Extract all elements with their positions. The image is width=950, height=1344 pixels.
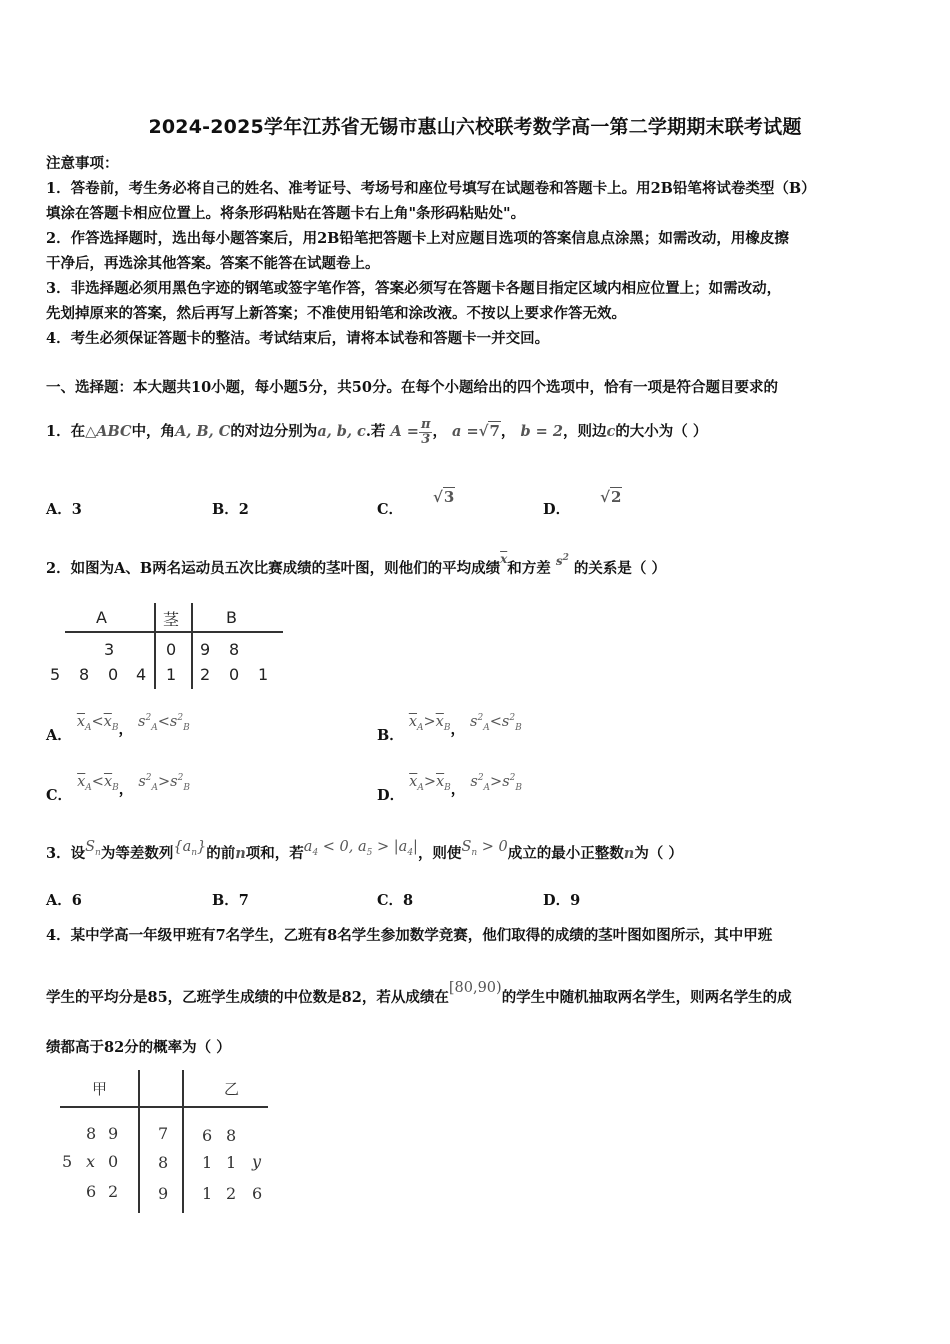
q1-option-c[interactable]: C．√3: [377, 488, 455, 518]
variance-compare: $s^2_A>s^2_B$: [470, 773, 523, 793]
page-title: 2024-2025学年江苏省无锡市惠山六校联考数学高一第二学期期末联考试题: [148, 116, 802, 138]
q2-option-a[interactable]: A． $\overline{x}_A<\overline{x}_B$， $s^2_A<s^2_B$: [46, 713, 190, 744]
leaf-a: 5: [50, 665, 61, 684]
leaf-left: 5: [62, 1152, 73, 1171]
leaf-a: 8: [79, 665, 90, 684]
triangle-symbol: △ABC: [85, 423, 132, 441]
leaf-b: 8: [229, 640, 240, 659]
table-left-rule: [138, 1070, 140, 1213]
leaf-b: 9: [200, 640, 211, 659]
leaf-left: 9: [108, 1124, 119, 1143]
q3-option-d[interactable]: D．9: [543, 892, 581, 909]
table-header-rule: [60, 1106, 268, 1108]
q1-text: 1．在: [46, 423, 86, 441]
notice-line: 干净后，再选涂其他答案。答案不能答在试题卷上。: [46, 255, 380, 272]
q1-text: 的对边分别为: [230, 423, 318, 441]
leaf-right-unknown: y: [252, 1152, 262, 1171]
mean-compare: $\overline{x}_A>\overline{x}_B$: [408, 714, 451, 733]
notice-line: 填涂在答题卡相应位置上。将条形码粘贴在答题卡右上角"条形码粘贴处"。: [46, 205, 526, 222]
leaf-left: 2: [108, 1182, 119, 1201]
q1-option-a[interactable]: A．3: [46, 501, 82, 518]
notice-line: 2．作答选择题时，选出每小题答案后，用2B铅笔把答题卡上对应题目选项的答案信息点涂黑；如需改动，用橡皮擦: [46, 230, 789, 247]
sqrt-7: √7: [478, 422, 500, 441]
notice-line: 先划掉原来的答案，然后再写上新答案；不准使用铅笔和涂改液。不按以上要求作答无效。: [46, 305, 626, 322]
leaf-a: 0: [108, 665, 119, 684]
pi-over-3: $\frac{\pi}{3}$: [420, 417, 431, 447]
variance-compare: $s^2_A<s^2_B$: [470, 713, 522, 733]
leaf-b: 2: [200, 665, 211, 684]
question-2: 2．如图为A、B两名运动员五次比赛成绩的茎叶图，则他们的平均成绩$^{\overline{x}}$和方差 $^{s^2}$ 的关系是（ ）: [46, 552, 666, 577]
leaf-right: 2: [226, 1184, 237, 1203]
table-right-rule: [191, 603, 193, 689]
stem-value: 9: [158, 1184, 169, 1203]
leaf-left: 6: [86, 1182, 97, 1201]
question-4-line-1: 4．某中学高一年级甲班有7名学生，乙班有8名学生参加数学竞赛，他们取得的成绩的茎叶图如图所示，其中甲班: [46, 927, 773, 944]
stem-value: 7: [158, 1124, 169, 1143]
q3-option-c[interactable]: C．8: [377, 892, 414, 909]
leaf-a: 3: [104, 640, 115, 659]
question-1: 1．在△ABC中，角A, B, C的对边分别为a, b, c.若 A = $\frac{\pi}{3}$ ， a =√7， b = 2，则边c的大小为（ ）: [46, 417, 708, 447]
question-4-line-3: 绩都高于82分的概率为（ ）: [46, 1039, 231, 1056]
leaf-b: 0: [229, 665, 240, 684]
q2-option-d[interactable]: D． $\overline{x}_A>\overline{x}_B$， $s^2_A>s^2_B$: [377, 773, 523, 804]
sqrt-2: √2: [600, 488, 622, 506]
side-c: c: [606, 423, 616, 441]
q3-option-b[interactable]: B．7: [212, 892, 249, 909]
q1-text: 中，角: [131, 423, 176, 441]
variance-symbol: s2: [555, 553, 569, 568]
table-header-right: 乙: [224, 1080, 240, 1098]
q1-option-b[interactable]: B．2: [212, 501, 249, 518]
leaf-right: 6: [202, 1126, 213, 1145]
stem-value: 0: [166, 640, 177, 659]
sides-symbol: a, b, c: [317, 423, 366, 441]
side-b-eq: b = 2: [520, 423, 563, 441]
mean-symbol: x: [500, 552, 508, 566]
sn-positive: $S_n > 0$: [461, 839, 508, 858]
notice-line: 4．考生必须保证答题卡的整洁。考试结束后，请将本试卷和答题卡一并交回。: [46, 330, 550, 347]
angle-a-lhs: A =: [390, 423, 419, 441]
leaf-b: 1: [258, 665, 269, 684]
notice-heading: 注意事项：: [46, 155, 119, 172]
notice-line: 3．非选择题必须用黑色字迹的钢笔或签字笔作答，答案必须写在答题卡各题目指定区域内相应位置上；如需改动，: [46, 280, 782, 297]
q2-option-c[interactable]: C． $\overline{x}_A<\overline{x}_B$， $s^2_A>s^2_B$: [46, 773, 190, 804]
stem-leaf-table-class: [56, 1070, 276, 1220]
variance-compare: $s^2_A<s^2_B$: [138, 713, 190, 733]
angles-symbol: A, B, C: [175, 423, 231, 441]
interval-symbol: [80,90): [448, 980, 502, 996]
table-header-left: 甲: [92, 1080, 108, 1098]
table-right-rule: [182, 1070, 184, 1213]
leaf-left-unknown: x: [86, 1152, 96, 1171]
table-header-rule: [65, 631, 283, 633]
leaf-right: 1: [226, 1153, 237, 1172]
table-left-rule: [154, 603, 156, 689]
sqrt-3: √3: [433, 488, 455, 506]
stem-leaf-table-ab: [46, 600, 286, 690]
leaf-right: 8: [226, 1126, 237, 1145]
question-4-line-2: 学生的平均分是85，乙班学生成绩的中位数是82，若从成绩在[80,90)的学生中随机抽取两名学生，则两名学生的成: [46, 980, 792, 1006]
table-header-stem: 茎: [163, 610, 180, 629]
leaf-right: 1: [202, 1184, 213, 1203]
table-header-b: B: [226, 608, 237, 627]
leaf-a: 4: [136, 665, 147, 684]
q2-option-b[interactable]: B． $\overline{x}_A>\overline{x}_B$， $s^2_A<s^2_B$: [377, 713, 522, 744]
leaf-left: 8: [86, 1124, 97, 1143]
question-3: 3．设$S_n$为等差数列$\{a_n\}$的前n项和，若$a_4 < 0$, $a_5 > |a_4|$，则使$S_n > 0$成立的最小正整数n为（ ）: [46, 839, 683, 862]
stem-value: 8: [158, 1153, 169, 1172]
q3-option-a[interactable]: A．6: [46, 892, 82, 909]
mean-compare: $\overline{x}_A>\overline{x}_B$: [409, 774, 451, 793]
leaf-right: 6: [252, 1184, 263, 1203]
side-a-lhs: a =: [452, 423, 479, 441]
condition-symbol: $a_4 < 0$, $a_5 > |a_4|$: [303, 839, 418, 858]
variance-compare: $s^2_A>s^2_B$: [138, 773, 190, 793]
mean-compare: $\overline{x}_A<\overline{x}_B$: [77, 774, 119, 793]
sn-symbol: $S_n$: [85, 839, 101, 858]
mean-compare: $\overline{x}_A<\overline{x}_B$: [76, 714, 119, 733]
notice-line: 1．答卷前，考生务必将自己的姓名、准考证号、考场号和座位号填写在试题卷和答题卡上。用2B铅笔将试卷类型（B）: [46, 180, 816, 197]
sequence-symbol: $\{a_n\}$: [173, 839, 207, 858]
table-header-a: A: [96, 608, 107, 627]
leaf-left: 0: [108, 1152, 119, 1171]
q1-text: .若: [365, 423, 386, 441]
q1-option-d[interactable]: D．√2: [543, 488, 622, 518]
stem-value: 1: [166, 665, 177, 684]
leaf-right: 1: [202, 1153, 213, 1172]
section-heading: 一、选择题：本大题共10小题，每小题5分，共50分。在每个小题给出的四个选项中，恰有一项是符合题目要求的: [46, 379, 778, 396]
